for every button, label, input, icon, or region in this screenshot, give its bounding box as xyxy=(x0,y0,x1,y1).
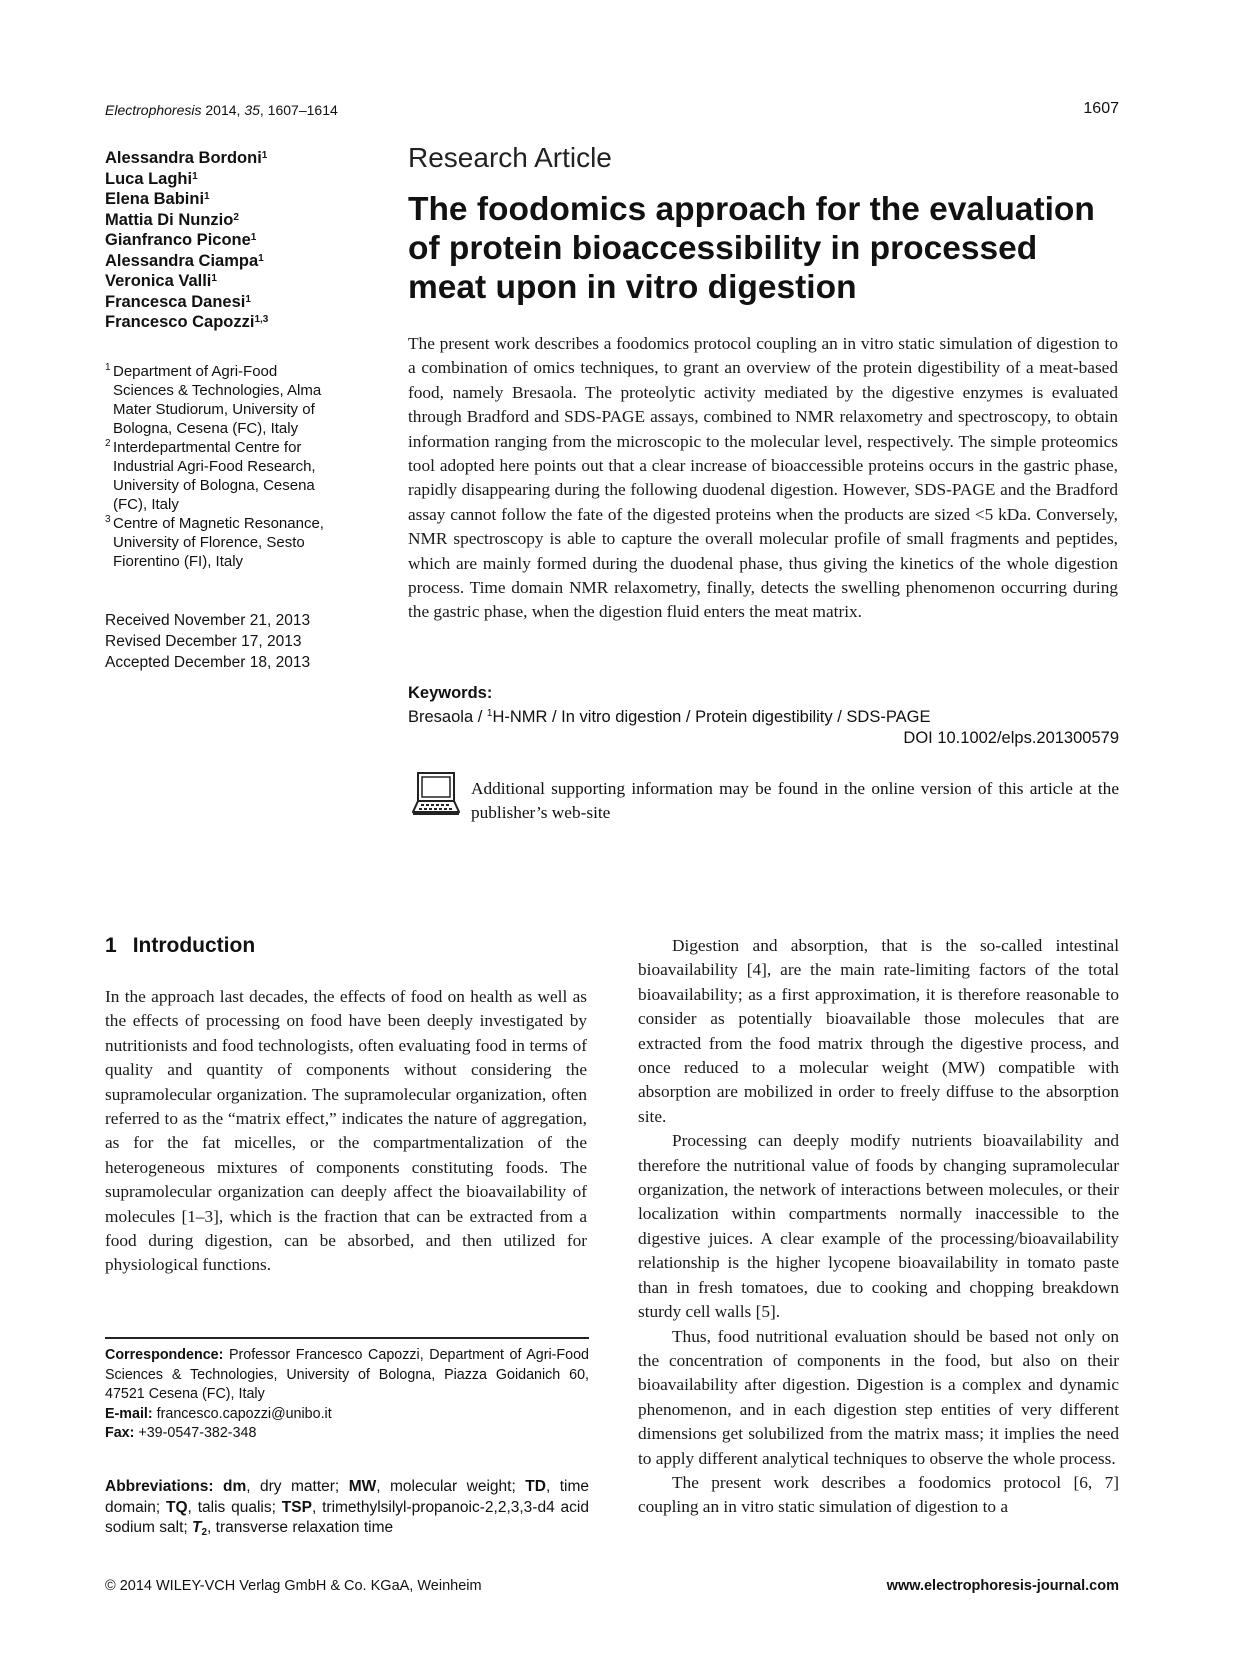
supporting-info-note: Additional supporting information may be found in the online version of this article at the publisher’s web-site xyxy=(471,779,1119,822)
correspondence-fax: Fax: +39-0547-382-348 xyxy=(105,1425,257,1441)
affiliation: 3 Centre of Magnetic Resonance, University of Florence, Sesto Fiorentino (FI), Italy xyxy=(105,514,324,570)
keywords-heading: Keywords: xyxy=(408,684,493,702)
abstract: The present work describes a foodomics protocol coupling an in vitro static simulation of digestion to a combination of omics techniques, to grant an overview of the protein digestibility of a meat-based food, namely Bresaola. The proteolytic activity mediated by the digestive enzymes is evaluated through Bradford and SDS-PAGE assays, combined to NMR relaxometry and spectroscopy, to obtain information ranging from the microscopic to the molecular level, respectively. The simple proteomics tool adopted here points out that a clear increase of bioaccessible proteins occurs in the gastric phase, rapidly disappearing during the following duodenal digestion. However, SDS-PAGE and the Bradford assay cannot follow the fate of the digested proteins when the products are sized <5 kDa. Conversely, NMR spectroscopy is able to capture the overall molecular profile of small fragments and peptides, which are mainly formed during the duodenal phase, thus giving the kinetics of the whole digestion process. Time domain NMR relaxometry, finally, detects the swelling phenomenon occurring during the gastric phase, when the digestion fluid enters the meat matrix. xyxy=(408,334,1118,622)
author: Veronica Valli$^1$ xyxy=(105,272,217,290)
author-list xyxy=(105,148,365,333)
date-revised: Revised December 17, 2013 xyxy=(105,633,302,650)
author: Alessandra Ciampa$^1$ xyxy=(105,251,264,270)
date-received: Received November 21, 2013 xyxy=(105,612,311,629)
intro-column-right xyxy=(638,934,1119,1520)
journal-website-link[interactable]: www.electrophoresis-journal.com xyxy=(886,1578,1119,1594)
copyright: © 2014 WILEY-VCH Verlag GmbH & Co. KGaA, Weinheim xyxy=(105,1578,482,1594)
article-title: The foodomics approach for the evaluation of protein bioaccessibility in processed meat upon in vitro digestion xyxy=(408,191,1095,306)
affiliations xyxy=(105,362,370,571)
correspondence-divider xyxy=(105,1337,589,1339)
paragraph: Thus, food nutritional evaluation should be based not only on the concentration of components in the food, but also on their bioavailability after digestion. Digestion is a complex and dynamic phenomenon, and in each digestion step entities of very different dimensions get solubilized from the matrix mass; it implies the need to apply different analytical techniques to observe the whole process. xyxy=(638,1326,1119,1468)
journal-volume: 35 xyxy=(244,102,260,118)
intro-column-left xyxy=(105,985,587,1278)
author: Luca Laghi$^1$ xyxy=(105,169,198,188)
author: Gianfranco Picone$^1$ xyxy=(105,231,257,249)
author: Francesco Capozzi$^{1,3}$ xyxy=(105,313,269,331)
keywords: Bresaola / $^1$H-NMR / In vitro digestion / Protein digestibility / SDS-PAGE xyxy=(408,708,931,726)
author: Mattia Di Nunzio$^2$ xyxy=(105,210,239,229)
affiliation: 1 Department of Agri-Food Sciences & Technologies, Alma Mater Studiorum, University of Bologna, Cesena (FC), Italy xyxy=(105,362,322,437)
section-number: 1 xyxy=(105,934,117,957)
correspondence-email: E-mail: francesco.capozzi@unibo.it xyxy=(105,1405,332,1422)
abbreviations: Abbreviations: dm, dry matter; MW, molecular weight; TD, time domain; TQ, talis qualis; TSP, trimethylsilyl-propanoic-2,2,3,3-d4 acid sodium salt; $T_2$, transverse relaxation time xyxy=(105,1478,589,1538)
section-title: Introduction xyxy=(132,934,256,957)
submission-dates xyxy=(105,610,310,673)
journal-pages: , 1607–1614 xyxy=(259,102,338,118)
paragraph: Digestion and absorption, that is the so-called intestinal bioavailability [4], are the main rate-limiting factors of the total bioavailability; as a first approximation, it is therefore reasonable to consider as potentially bioavailable those molecules that are extracted from the food matrix through the digestive process, and once reduced to a molecular weight (MW) compatible with absorption are mobilized in order to freely diffuse to the absorption site. xyxy=(638,936,1119,1126)
author: Alessandra Bordoni$^1$ xyxy=(105,149,268,167)
paragraph: The present work describes a foodomics protocol [6, 7] coupling an in vitro static simulation of digestion to a xyxy=(638,1472,1119,1517)
journal-year: 2014, xyxy=(201,102,245,118)
computer-icon xyxy=(412,771,460,817)
article-type: Research Article xyxy=(408,142,612,173)
journal-citation xyxy=(105,102,338,118)
paragraph: Processing can deeply modify nutrients bioavailability and therefore the nutritional value of foods by changing supramolecular organization, the network of interactions between molecules, or their localization within compartments normally inaccessible to the digestive juices. A clear example of the processing/bioavailability relationship is the higher lycopene bioavailability in tomato paste than in fresh tomatoes, due to cooking and chopping breakdown sturdy cell walls [5]. xyxy=(638,1131,1119,1322)
journal-name: Electrophoresis xyxy=(105,102,202,118)
author: Francesca Danesi$^1$ xyxy=(105,292,251,311)
section-heading xyxy=(105,934,255,958)
paragraph: In the approach last decades, the effects of food on health as well as the effects of processing on food have been deeply investigated by nutritionists and food technologists, often evaluating food in terms of quality and quantity of components without considering the supramolecular organization. The supramolecular organization, often referred to as the “matrix effect,” indicates the nature of aggregation, as for the fat micelles, or the compartmentalization of the heterogeneous mixtures of components constituting foods. The supramolecular organization can deeply affect the bioavailability of molecules [1–3], which is the fraction that can be extracted from a food during digestion, can be absorbed, and then utilized for physiological functions. xyxy=(105,987,587,1275)
author: Elena Babini$^1$ xyxy=(105,190,210,208)
date-accepted: Accepted December 18, 2013 xyxy=(105,654,311,671)
affiliation: 2 Interdepartmental Centre for Industrial Agri-Food Research, University of Bologna, Cesena (FC), Italy xyxy=(105,438,316,513)
doi: DOI 10.1002/elps.201300579 xyxy=(903,729,1119,747)
page-number: 1607 xyxy=(1083,100,1119,117)
correspondence: Correspondence: Professor Francesco Capozzi, Department of Agri-Food Sciences & Technologies, University of Bologna, Piazza Goidanich 60, 47521 Cesena (FC), Italy E-mail: francesco.capozzi@unibo.it Fax: +39-0547-382-348 xyxy=(105,1346,589,1444)
